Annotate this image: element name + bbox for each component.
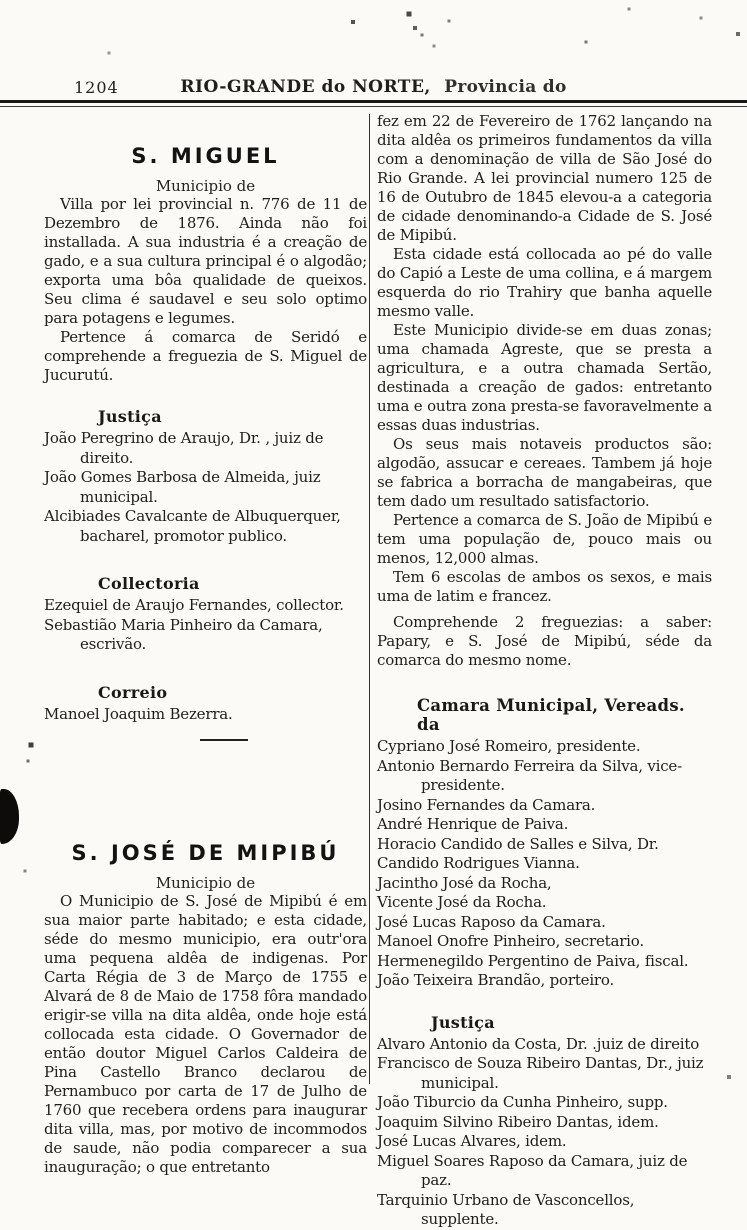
subsection-heading-collectoria: Collectoria [98, 574, 200, 593]
directory-entry: João Tiburcio da Cunha Pinheiro, supp. [377, 1093, 668, 1111]
page-number: 1204 [74, 78, 119, 97]
directory-entry: Jacintho José da Rocha, [377, 873, 552, 892]
left-column [44, 118, 367, 1177]
subsection-heading-camara: Camara Municipal, Vereads. da [417, 696, 685, 734]
paragraph: Tem 6 escolas de ambos os sexos, e mais uma de latim e francez. [377, 568, 712, 605]
subsection-heading-justica: Justiça [98, 407, 162, 426]
directory-entry: Horacio Candido de Salles e Silva, Dr. [377, 834, 659, 853]
paragraph: Os seus mais notaveis productos são: algodão, assucar e cereaes. Tambem já hoje se fabrica a borracha de mangabeiras, que tem dado um resultado satisfactorio. [377, 435, 712, 510]
directory-entry: Tarquinio Urbano de Vasconcellos, supplente. [377, 1190, 635, 1228]
paragraph: Este Municipio divide-se em duas zonas; uma chamada Agreste, que se presta a agricultura, e a outra chamada Sertão, destinada a creação de gados: entretanto uma e outra zona presta-se favoravelmente a essas duas industrias. [377, 321, 712, 434]
paragraph: O Municipio de S. José de Mipibú é em sua maior parte habitado; e esta cidade, séde do mesmo municipio, era outr'ora uma pequena aldêa de indigenas. Por Carta Régia de 3 de Março de 1755 e Alvará de 8 de Maio de 1758 fôra mandado erigir-se villa na dita aldêa, onde hoje está collocada esta cidade. O Governador de então doutor Miguel Carlos Caldeira de Pina Castello Branco declarou de Pernambuco por carta de 17 de Julho de 1760 que recebera ordens para inaugurar dita villa, mas, por motivo de incommodos de saude, não podia comparecer a sua inauguração; o que entretanto [44, 892, 367, 1176]
directory-entry: João Peregrino de Araujo, Dr. , juiz de direito. [44, 429, 324, 467]
paragraph: Esta cidade está collocada ao pé do valle do Capió a Leste de uma collina, e á margem esquerda do rio Trahiry que banha aquelle mesmo valle. [377, 245, 712, 320]
directory-entry: Joaquim Silvino Ribeiro Dantas, idem. [377, 1112, 659, 1131]
header-rule-top [0, 100, 747, 103]
header-title-main: RIO-GRANDE do NORTE, [180, 77, 431, 97]
directory-entry: André Henrique de Paiva. [377, 815, 569, 833]
ink-blot [0, 789, 19, 844]
directory-entry: Manoel Joaquim Bezerra. [44, 704, 233, 723]
header-title [0, 77, 747, 97]
column-divider [369, 114, 370, 1084]
directory-entry: João Gomes Barbosa de Almeida, juiz municipal. [44, 468, 321, 506]
directory-entry: Cypriano José Romeiro, presidente. [377, 737, 641, 755]
directory-entry: Candido Rodrigues Vianna. [377, 854, 580, 872]
section-subtitle-s-jose: Municipio de [155, 874, 256, 892]
directory-entry: Miguel Soares Raposo da Camara, juiz de paz. [377, 1151, 688, 1189]
paragraph: Pertence a comarca de S. João de Mipibú e tem uma população de, pouco mais ou menos, 12,000 almas. [377, 511, 712, 567]
paragraph: Villa por lei provincial n. 776 de 11 de Dezembro de 1876. Ainda não foi installada. A sua industria é a creação de gado, e a sua cultura principal é o algodão; exporta uma bôa qualidade de queixos. Seu clima é saudavel e seu solo optimo para potagens e legumes. [44, 195, 367, 327]
directory-entry: Alvaro Antonio da Costa, Dr. .juiz de direito [377, 1034, 700, 1053]
directory-entry: Vicente José da Rocha. [377, 893, 547, 911]
subsection-heading-correio: Correio [98, 682, 168, 702]
header-title-suffix: Provincia do [444, 77, 567, 97]
directory-entry: Manoel Onofre Pinheiro, secretario. [377, 932, 644, 950]
directory-entry: Alcibiades Cavalcante de Albuquerquer, bacharel, promotor publico. [44, 507, 341, 545]
right-column [377, 112, 712, 1230]
paragraph: Comprehende 2 freguezias: a saber: Papary, e S. José de Mipibú, séde da comarca do mesmo nome. [377, 613, 712, 669]
directory-entry: Ezequiel de Araujo Fernandes, collector. [44, 596, 344, 614]
subsection-heading-justica-right: Justiça [431, 1012, 495, 1032]
scan-noise [0, 0, 2, 2]
directory-entry: Sebastião Maria Pinheiro da Camara, escrivão. [44, 615, 323, 653]
header-rule-bottom [0, 106, 747, 107]
directory-entry: João Teixeira Brandão, porteiro. [377, 971, 615, 989]
directory-entry: Antonio Bernardo Ferreira da Silva, vice-presidente. [377, 756, 682, 794]
directory-entry: José Lucas Alvares, idem. [377, 1132, 567, 1150]
section-title-s-jose: S. JOSÉ DE MIPIBÚ [71, 841, 340, 865]
paragraph: fez em 22 de Fevereiro de 1762 lançando na dita aldêa os primeiros fundamentos da villa com a denominação de villa de São José do Rio Grande. A lei provincial numero 125 de 16 de Outubro de 1845 elevou-a a categoria de cidade denominando-a Cidade de S. José de Mipibú. [377, 112, 712, 244]
section-title-s-miguel: S. MIGUEL [131, 144, 280, 168]
directory-entry: José Lucas Raposo da Camara. [377, 912, 606, 931]
paragraph: Pertence á comarca de Seridó e comprehende a freguezia de S. Miguel de Jucurutú. [44, 328, 367, 384]
section-divider-rule [200, 739, 248, 741]
section-subtitle-s-miguel: Municipio de [155, 177, 256, 195]
directory-entry: Francisco de Souza Ribeiro Dantas, Dr., juiz municipal. [377, 1054, 704, 1092]
directory-entry: Josino Fernandes da Camara. [377, 795, 596, 814]
directory-entry: Hermenegildo Pergentino de Paiva, fiscal. [377, 951, 689, 970]
